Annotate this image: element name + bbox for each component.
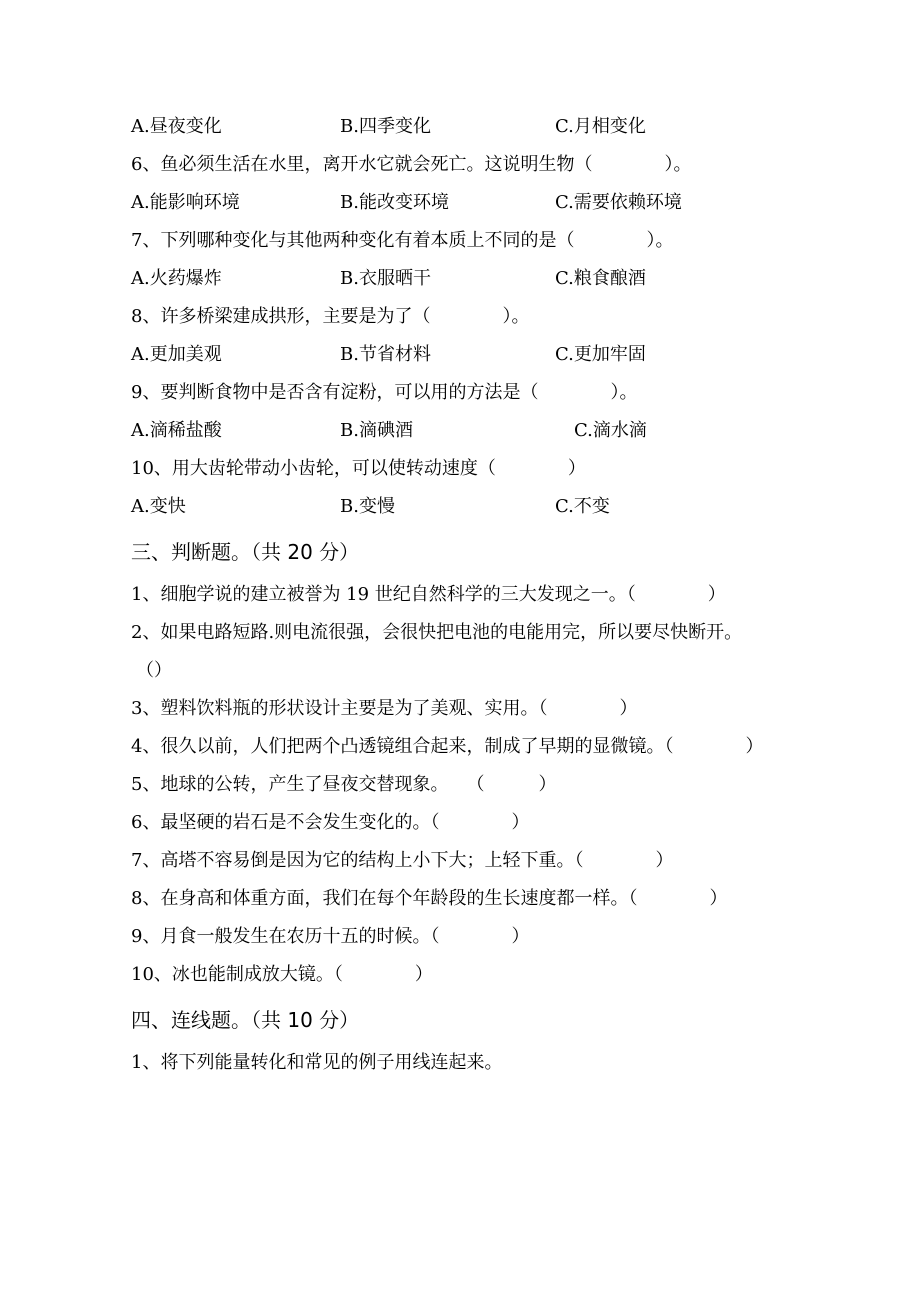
question-10: 10、用大齿轮带动小齿轮，可以使转动速度（ ） [131, 458, 586, 479]
judge-item-6: 6、最坚硬的岩石是不会发生变化的。（ ） [131, 812, 530, 833]
question-6: 6、鱼必须生活在水里，离开水它就会死亡。这说明生物（ ）。 [131, 154, 692, 175]
option-a: A.变快 [131, 496, 186, 517]
option-b: B.节省材料 [340, 344, 431, 365]
option-c: C.需要依赖环境 [555, 192, 682, 213]
judge-item-2: 2、如果电路短路.则电流很强，会很快把电池的电能用完，所以要尽快断开。 [131, 622, 743, 643]
match-item-1: 1、将下列能量转化和常见的例子用线连起来。 [131, 1052, 503, 1073]
question-9: 9、要判断食物中是否含有淀粉，可以用的方法是（ ）。 [131, 382, 638, 403]
judge-item-2-bracket: （） [136, 660, 172, 681]
option-c: C.更加牢固 [555, 344, 646, 365]
option-b: B.变慢 [340, 496, 395, 517]
judge-item-3: 3、塑料饮料瓶的形状设计主要是为了美观、实用。（ ） [131, 698, 638, 719]
question-7: 7、下列哪种变化与其他两种变化有着本质上不同的是（ ）。 [131, 230, 674, 251]
judge-item-7: 7、高塔不容易倒是因为它的结构上小下大；上轻下重。（ ） [131, 850, 674, 871]
judge-item-9: 9、月食一般发生在农历十五的时候。（ ） [131, 926, 530, 947]
option-c: C.不变 [555, 496, 610, 517]
option-b: B.四季变化 [340, 116, 431, 137]
section-heading-match: 四、连线题。（共 10 分） [131, 1008, 360, 1032]
judge-item-4: 4、很久以前，人们把两个凸透镜组合起来，制成了早期的显微镜。（ ） [131, 736, 764, 757]
question-8: 8、许多桥梁建成拱形，主要是为了（ ）。 [131, 306, 530, 327]
judge-item-10: 10、冰也能制成放大镜。（ ） [131, 964, 433, 985]
judge-item-1: 1、细胞学说的建立被誉为 19 世纪自然科学的三大发现之一。（ ） [131, 584, 726, 605]
option-c: C.滴水滴 [574, 420, 647, 441]
section-heading-judge: 三、判断题。（共 20 分） [131, 540, 360, 564]
option-b: B.衣服晒干 [340, 268, 431, 289]
option-a: A.能影响环境 [131, 192, 240, 213]
option-a: A.昼夜变化 [131, 116, 222, 137]
option-c: C.月相变化 [555, 116, 646, 137]
option-a: A.火药爆炸 [131, 268, 222, 289]
option-a: A.更加美观 [131, 344, 222, 365]
option-c: C.粮食酿酒 [555, 268, 646, 289]
judge-item-5: 5、地球的公转，产生了昼夜交替现象。 （ ） [131, 774, 557, 795]
option-b: B.滴碘酒 [340, 420, 413, 441]
option-b: B.能改变环境 [340, 192, 449, 213]
judge-item-8: 8、在身高和体重方面，我们在每个年龄段的生长速度都一样。（ ） [131, 888, 728, 909]
option-a: A.滴稀盐酸 [131, 420, 222, 441]
